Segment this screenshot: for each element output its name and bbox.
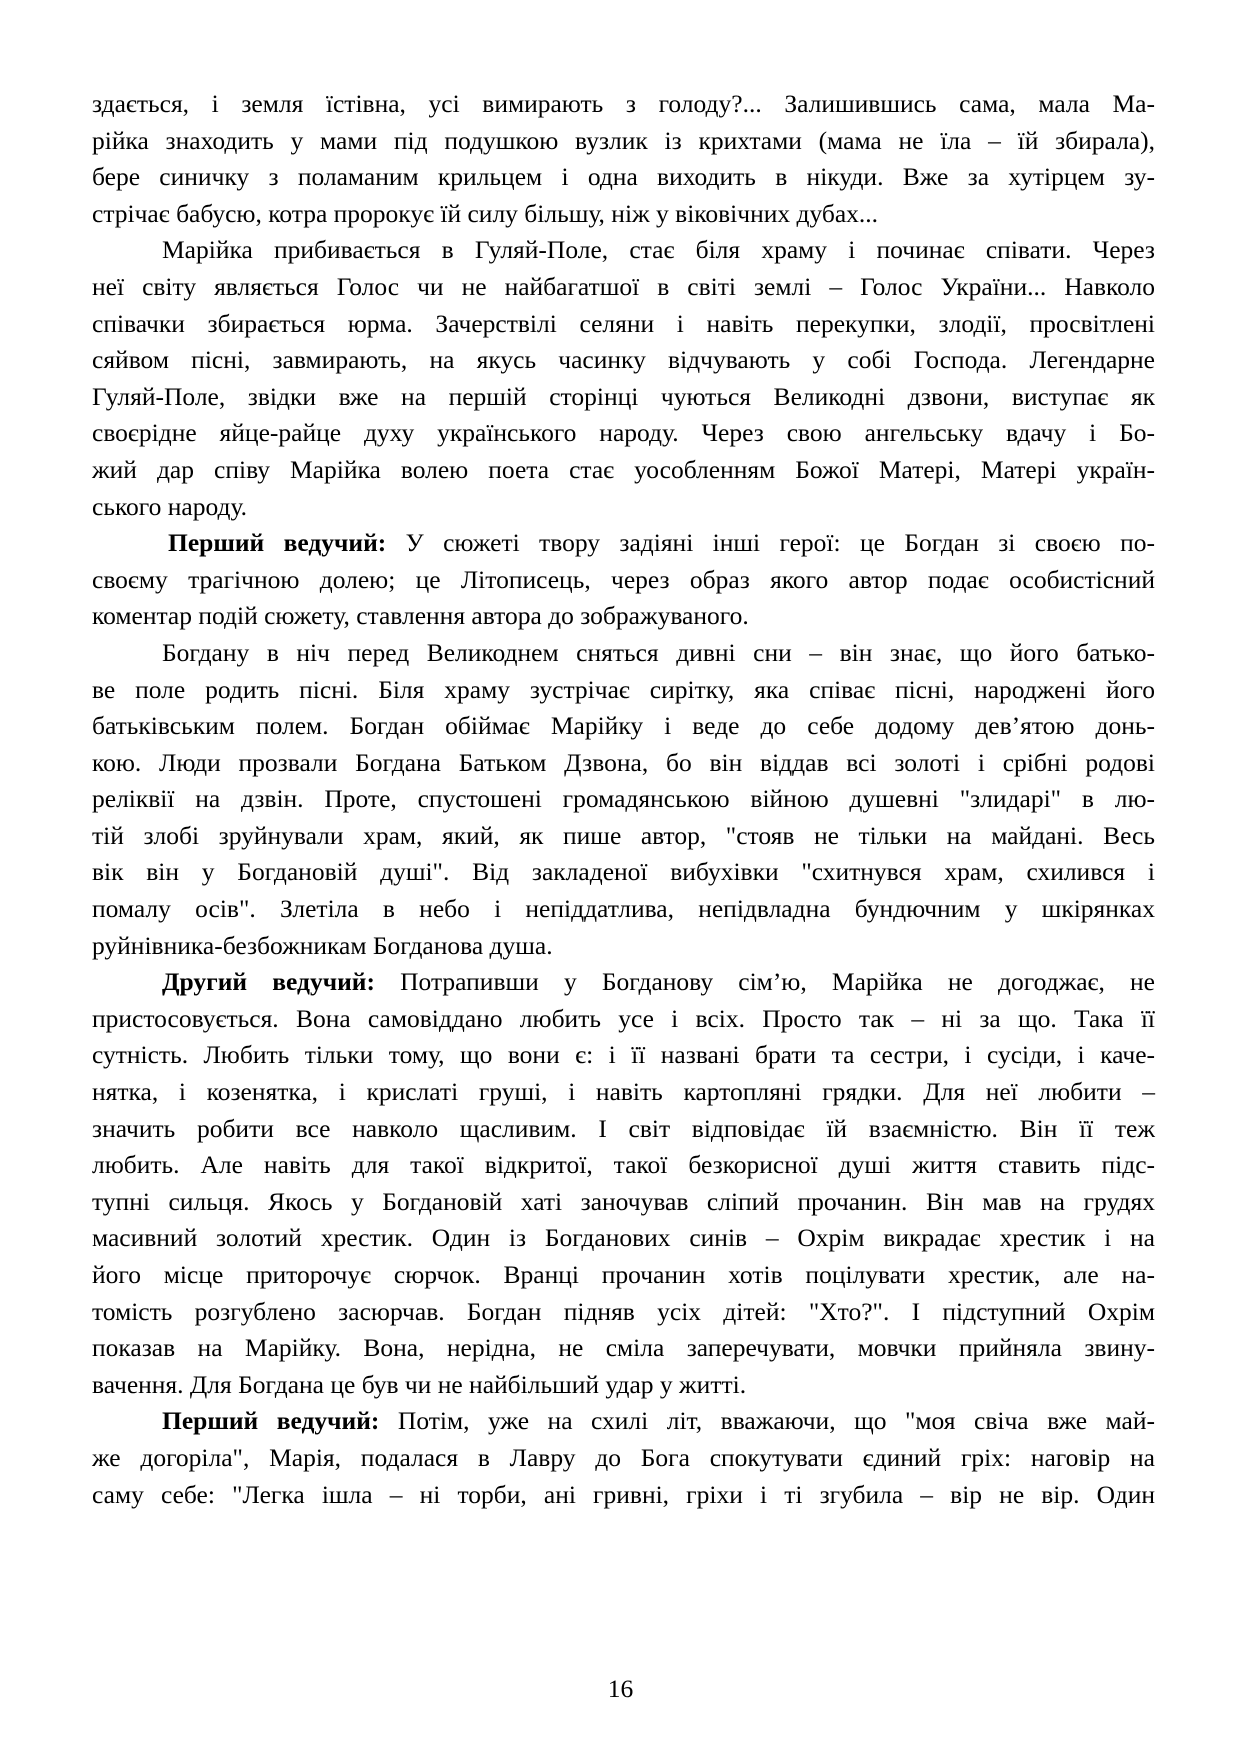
text-line: вачення. Для Богдана це був чи не найбільший удар у житті. (92, 1369, 747, 1399)
body-text (92, 86, 1155, 1513)
text-line: руйнівника-безбожникам Богданова душа. (92, 930, 553, 960)
text-line: бере синичку з поламаним крильцем і одна виходить в нікуди. Вже за хутірцем зу- (92, 162, 1155, 192)
text-line: показав на Марійку. Вона, нерідна, не сміла заперечувати, мовчки прийняла звину- (92, 1333, 1155, 1363)
text-line: нятка, і козенятка, і крислаті груші, і навіть картопляні грядки. Для неї любити – (92, 1077, 1155, 1107)
text-line: саму себе: "Легка ішла – ні торби, ані гривні, гріхи і ті згубила – вір не вір. Один (92, 1479, 1155, 1509)
text-line: неї світу являється Голос чи не найбагатшої в світі землі – Голос України... Навколо (92, 271, 1155, 301)
text-line: кою. Люди прозвали Богдана Батьком Дзвона, бо він віддав всі золоті і срібні родові (92, 747, 1155, 777)
text-line: помалу осів". Злетіла в небо і непіддатлива, непідвладна бундючним у шкірянках (92, 894, 1155, 924)
speaker-label: Перший ведучий: (162, 1406, 380, 1436)
paragraph (92, 232, 1155, 525)
speaker-text: Потім, уже на схилі літ, вважаючи, що "моя свіча вже май- (379, 1406, 1155, 1436)
text-line: рійка знаходить у мами під подушкою вузлик із крихтами (мама не їла – їй збирала), (92, 125, 1155, 155)
text-line: його місце приторочує сюрчок. Вранці прочанин хотів поцілувати хрестик, але на- (92, 1260, 1155, 1289)
text-line: сяйвом пісні, завмирають, на якусь часинку відчувають у собі Господа. Легендарне (92, 345, 1155, 375)
text-line: своєму трагічною долею; це Літописець, через образ якого автор подає особистісний (92, 564, 1155, 594)
text-line: здається, і земля їстівна, усі вимирають з голоду?... Залишившись сама, мала Ма- (92, 89, 1155, 118)
speaker-text: Потрапивши у Богданову сім’ю, Марійка не догоджає, не (374, 967, 1155, 997)
text-line (92, 964, 1155, 1001)
text-line: вік він у Богдановій душі". Від закладеної вибухівки "схитнувся храм, схилився і (92, 857, 1155, 887)
text-line: тупні сильця. Якось у Богдановій хаті заночував сліпий прочанин. Він мав на грудях (92, 1186, 1155, 1216)
text-line: значить робити все навколо щасливим. І світ відповідає їй взаємністю. Він її теж (92, 1113, 1155, 1143)
text-line (92, 525, 1155, 562)
text-line: Марійка прибивається в Гуляй-Поле, стає біля храму і починає співати. Через (162, 235, 1155, 265)
text-line: пристосовується. Вона самовіддано любить усе і всіх. Просто так – ні за що. Така її (92, 1003, 1155, 1033)
text-line: масивний золотий хрестик. Один із Богданових синів – Охрім викрадає хрестик і на (92, 1223, 1155, 1253)
text-line: Гуляй-Поле, звідки вже на першій сторінці чуються Великодні дзвони, виступає як (92, 381, 1155, 411)
text-line: ве поле родить пісні. Біля храму зустрічає сирітку, яка співає пісні, народжені його (92, 674, 1155, 704)
paragraph (92, 525, 1155, 635)
text-line: стрічає бабусю, котра пророкує їй силу більшу, ніж у віковічних дубах... (92, 198, 879, 228)
text-line: тій злобі зруйнували храм, який, як пише автор, "стояв не тільки на майдані. Весь (92, 820, 1155, 850)
text-line: батьківським полем. Богдан обіймає Марійку і веде до себе додому дев’ятою донь- (92, 711, 1155, 741)
speaker-label: Другий ведучий: (162, 967, 375, 997)
text-line: реліквії на дзвін. Проте, спустошені громадянською війною душевні "злидарі" в лю- (92, 784, 1155, 814)
text-line: співачки збирається юрма. Зачерствілі селяни і навіть перекупки, злодії, просвітлені (92, 308, 1155, 338)
paragraph (92, 635, 1155, 964)
paragraph (92, 86, 1155, 232)
text-line: Богдану в ніч перед Великоднем сняться дивні сни – він знає, що його батько- (162, 637, 1155, 667)
text-line: же догоріла", Марія, подалася в Лавру до Бога спокутувати єдиний гріх: наговір на (92, 1442, 1155, 1472)
text-line: любить. Але навіть для такої відкритої, такої безкорисної душі життя ставить підс- (92, 1150, 1155, 1180)
text-line: томість розгублено засюрчав. Богдан підняв усіх дітей: "Хто?". І підступний Охрім (92, 1296, 1155, 1326)
paragraph (92, 1403, 1155, 1513)
page-number: 16 (607, 1674, 634, 1703)
text-line (92, 1403, 1155, 1440)
text-line: сутність. Любить тільки тому, що вони є: і її названі брати та сестри, і сусіди, і каче- (92, 1040, 1155, 1070)
text-line: жий дар співу Марійка волею поета стає уособленням Божої Матері, Матері україн- (92, 454, 1155, 484)
paragraph (92, 964, 1155, 1403)
speaker-label: Перший ведучий: (168, 528, 387, 558)
text-line: своєрідне яйце-райце духу українського народу. Через свою ангельську вдачу і Бо- (92, 418, 1155, 448)
text-line: ського народу. (92, 491, 248, 521)
text-line: коментар подій сюжету, ставлення автора до зображуваного. (92, 601, 749, 631)
speaker-text: У сюжеті твору задіяні інші герої: це Богдан зі своєю по- (386, 528, 1155, 558)
